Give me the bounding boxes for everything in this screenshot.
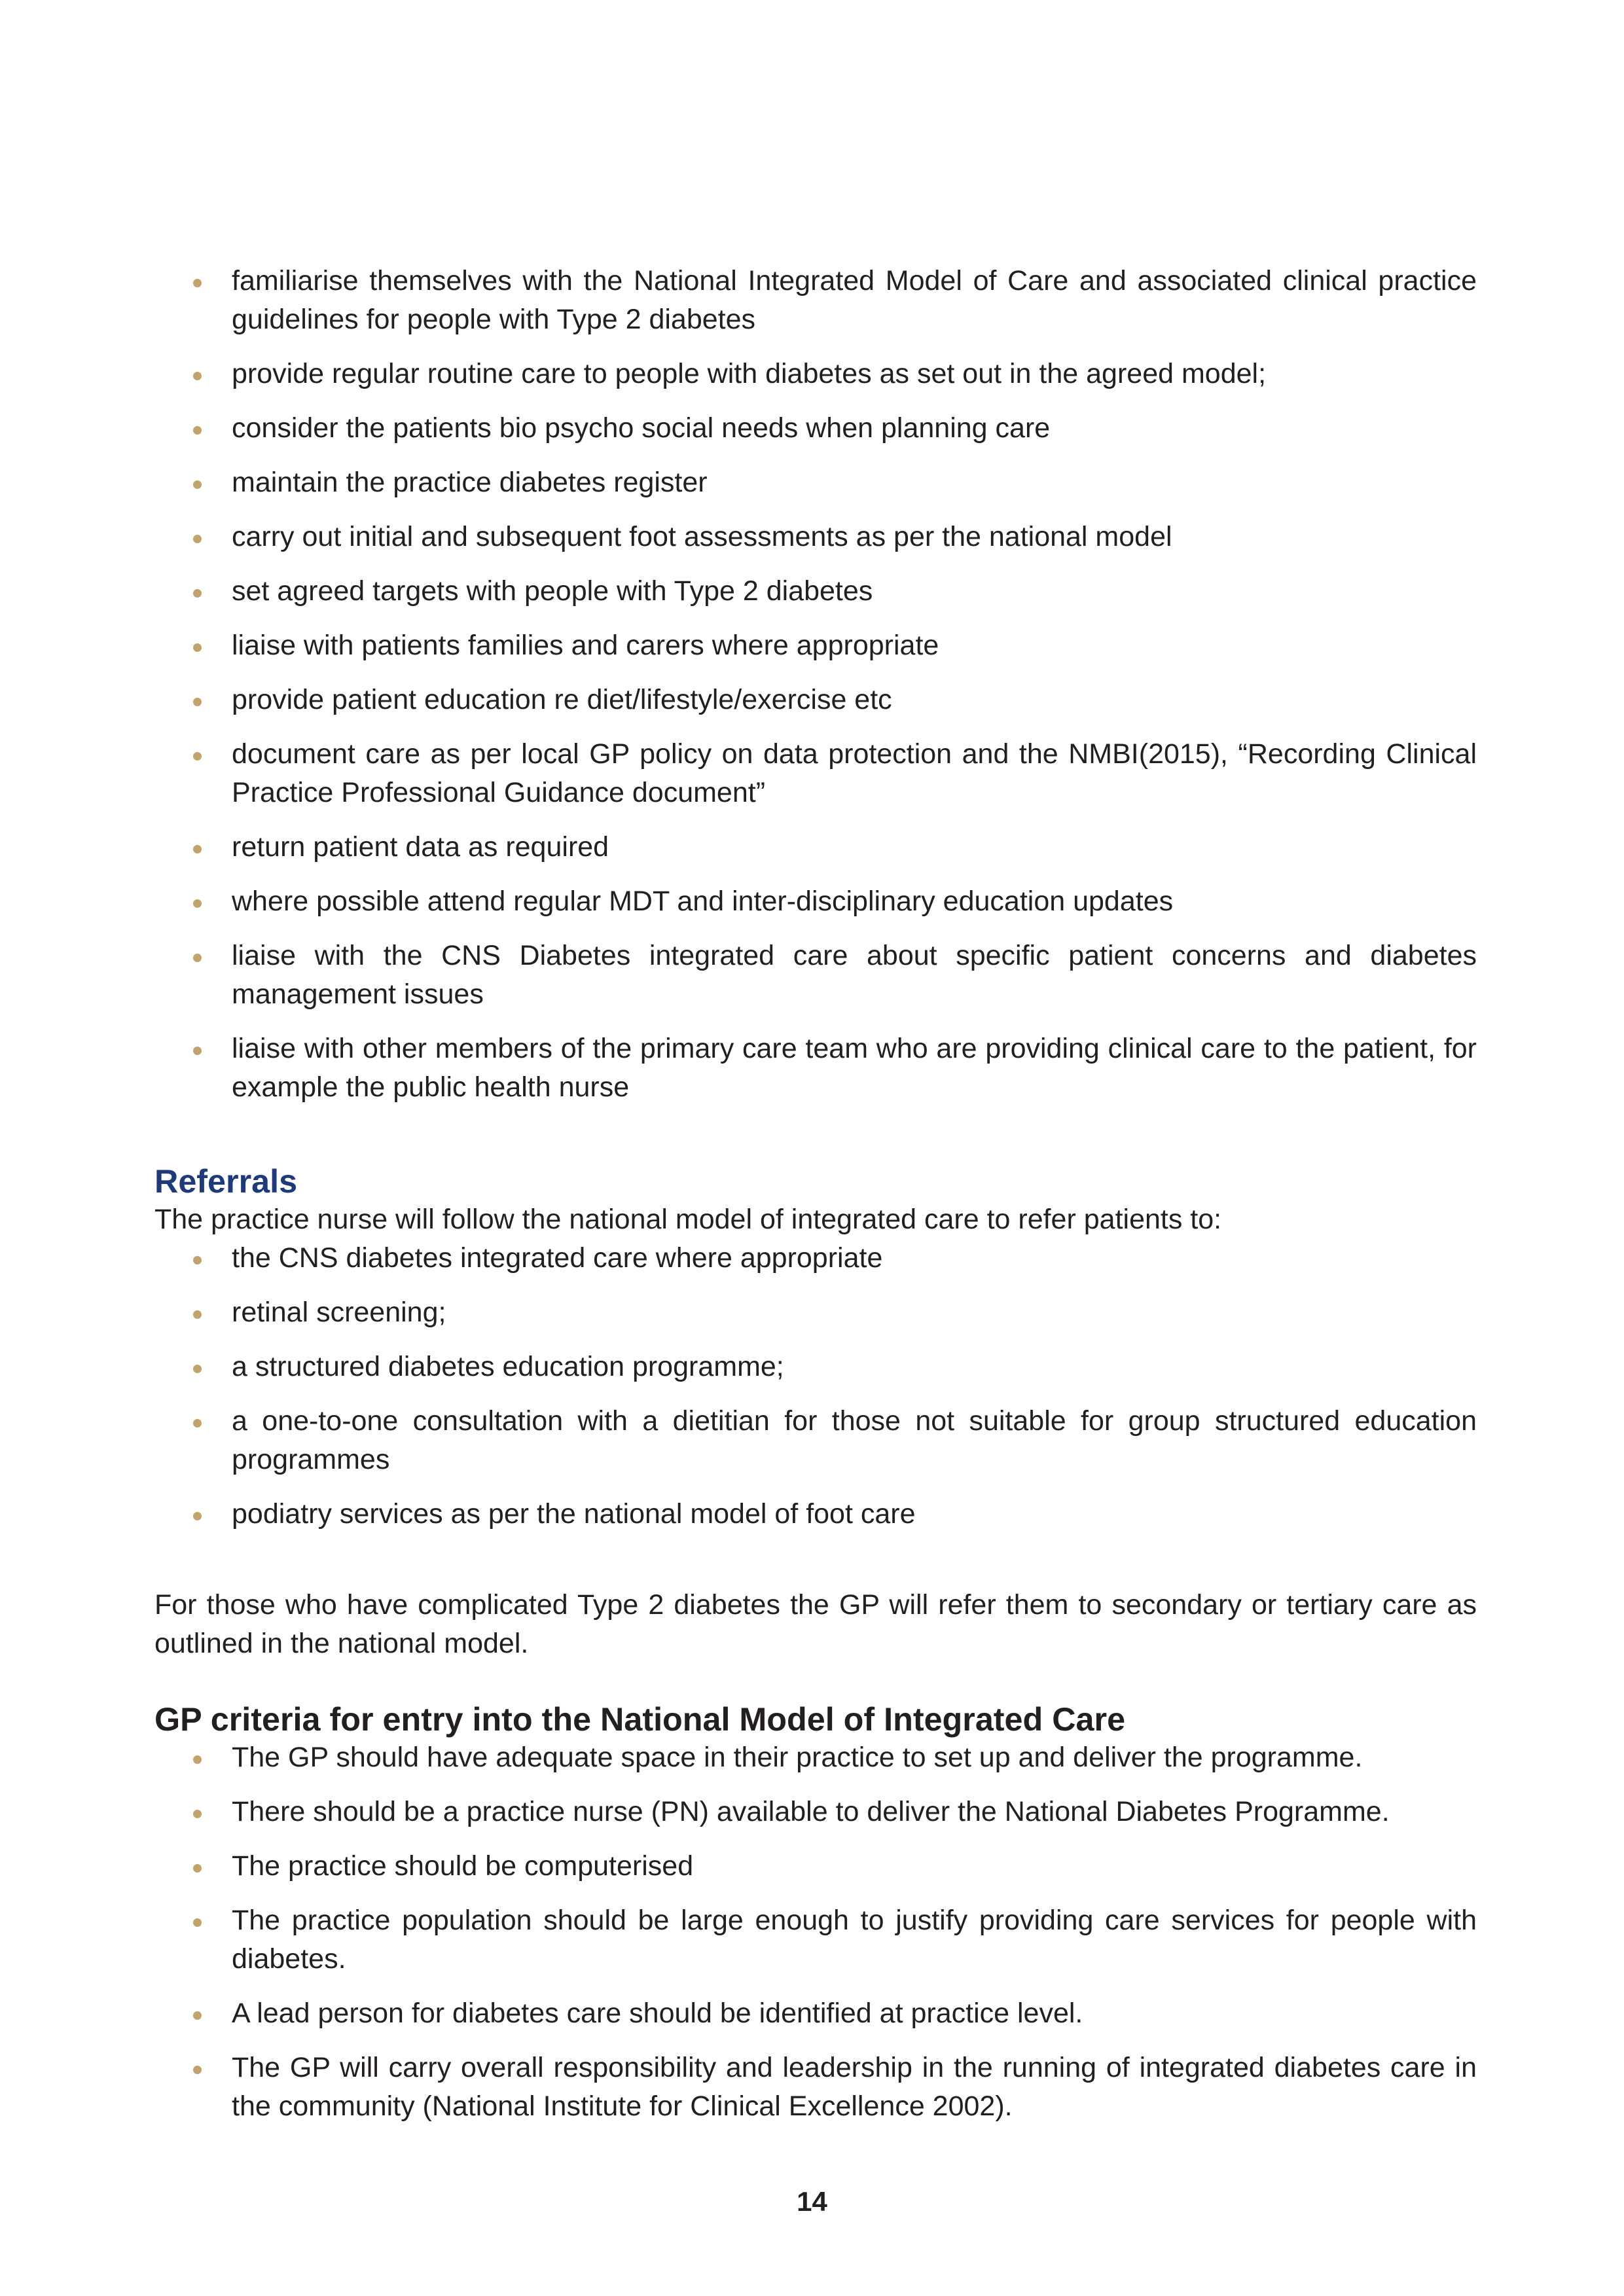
gp-criteria-list (154, 1738, 1477, 2126)
document-body (154, 262, 1477, 2142)
list-item: The practice population should be large enough to justify providing care services for people with diabetes. (154, 1901, 1477, 1979)
list-item: set agreed targets with people with Type 2 diabetes (154, 572, 1477, 611)
list-item: familiarise themselves with the National Integrated Model of Care and associated clinical practice guidelines for people with Type 2 diabetes (154, 262, 1477, 339)
list-item: liaise with patients families and carers where appropriate (154, 626, 1477, 665)
list-item: the CNS diabetes integrated care where appropriate (154, 1239, 1477, 1278)
referrals-intro: The practice nurse will follow the national model of integrated care to refer patients to: (154, 1204, 1222, 1235)
list-item: maintain the practice diabetes register (154, 463, 1477, 502)
list-item: where possible attend regular MDT and inter-disciplinary education updates (154, 882, 1477, 921)
list-item: liaise with other members of the primary care team who are providing clinical care to the patient, for example the public health nurse (154, 1030, 1477, 1107)
list-item: a one-to-one consultation with a dietitian for those not suitable for group structured education programmes (154, 1402, 1477, 1479)
list-item: A lead person for diabetes care should be identified at practice level. (154, 1994, 1477, 2033)
list-item: The GP should have adequate space in their practice to set up and deliver the programme. (154, 1738, 1477, 1777)
list-item: carry out initial and subsequent foot assessments as per the national model (154, 518, 1477, 556)
referrals-list (154, 1239, 1477, 1534)
complicated-diabetes-paragraph: For those who have complicated Type 2 diabetes the GP will refer them to secondary or tertiary care as outlined in the national model. (154, 1589, 1477, 1659)
list-item: provide patient education re diet/lifestyle/exercise etc (154, 681, 1477, 719)
list-item: return patient data as required (154, 828, 1477, 867)
referrals-heading: Referrals (154, 1162, 298, 1200)
list-item: provide regular routine care to people with diabetes as set out in the agreed model; (154, 355, 1477, 393)
list-item: retinal screening; (154, 1293, 1477, 1332)
list-item: a structured diabetes education programme; (154, 1348, 1477, 1386)
list-item: liaise with the CNS Diabetes integrated care about specific patient concerns and diabetes management issues (154, 937, 1477, 1014)
responsibilities-list (154, 262, 1477, 1107)
list-item: The GP will carry overall responsibility and leadership in the running of integrated diabetes care in the community (National Institute for Clinical Excellence 2002). (154, 2049, 1477, 2126)
list-item: There should be a practice nurse (PN) available to deliver the National Diabetes Programme. (154, 1793, 1477, 1831)
list-item: document care as per local GP policy on data protection and the NMBI(2015), “Recording Clinical Practice Professional Guidance document” (154, 735, 1477, 812)
list-item: podiatry services as per the national model of foot care (154, 1495, 1477, 1534)
page-number: 14 (797, 2186, 827, 2217)
list-item: The practice should be computerised (154, 1847, 1477, 1886)
list-item: consider the patients bio psycho social needs when planning care (154, 409, 1477, 448)
gp-criteria-heading: GP criteria for entry into the National Model of Integrated Care (154, 1700, 1126, 1738)
